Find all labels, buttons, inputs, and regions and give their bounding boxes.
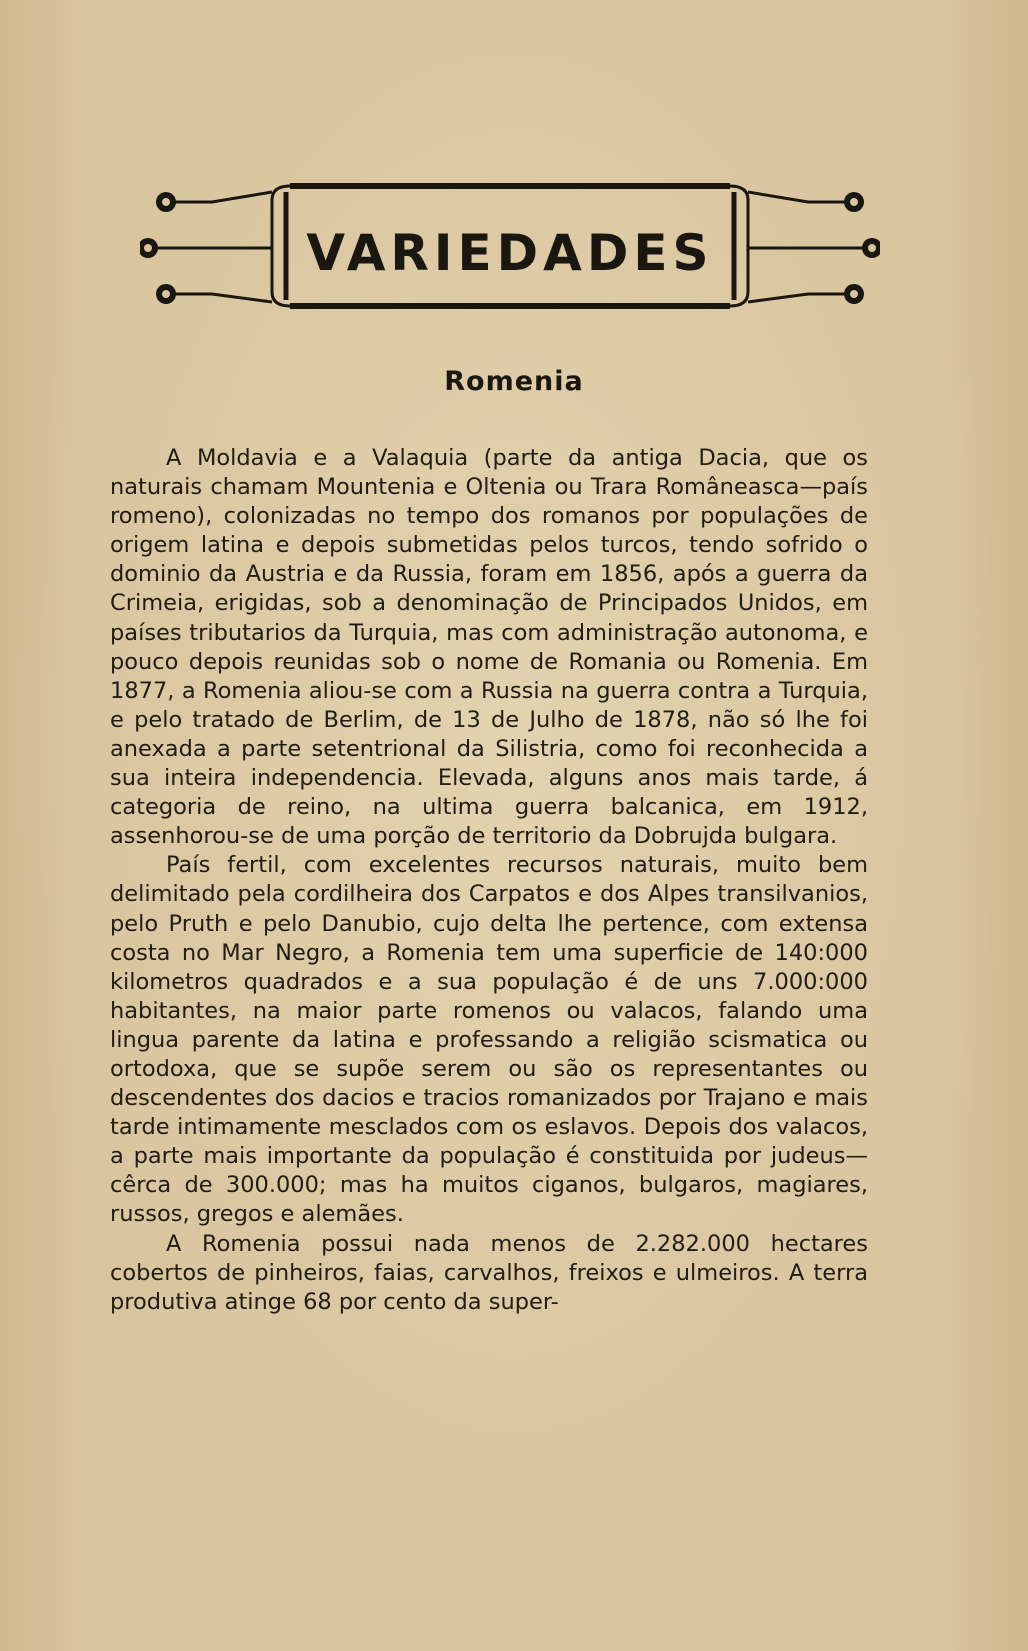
section-title: VARIEDADES: [306, 224, 714, 282]
paragraph: A Moldavia e a Valaquia (parte da antiga Dacia, que os naturais chamam Mountenia e Oltenia ou Trara Româneasca—país romeno), colonizadas no tempo dos romanos por populações de origem latina e depois submetidas pelos turcos, tendo sofrido o dominio da Austria e da Russia, foram em 1856, após a guerra da Crimeia, erigidas, sob a denominação de Principados Unidos, em países tributarios da Turquia, mas com administração autonoma, e pouco depois reunidas sob o nome de Romania ou Romenia. Em 1877, a Romenia aliou-se com a Russia na guerra contra a Turquia, e pelo tratado de Berlim, de 13 de Julho de 1878, não só lhe foi anexada a parte setentrional da Silistria, como foi reconhecida a sua inteira independencia. Elevada, alguns anos mais tarde, á categoria de reino, na ultima guerra balcanica, em 1912, assenhorou-se de uma porção de territorio da Dobrujda bulgara.: [110, 445, 868, 850]
paragraph: A Romenia possui nada menos de 2.282.000 hectares cobertos de pinheiros, faias, carvalhos, freixos e ulmeiros. A terra produtiva atinge 68 por cento da super-: [110, 1230, 868, 1315]
section-header-ornament: [140, 178, 880, 328]
paragraph: País fertil, com excelentes recursos naturais, muito bem delimitado pela cordilheira dos Carpatos e dos Alpes transilvanios, pelo Pruth e pelo Danubio, cujo delta lhe pertence, com extensa costa no Mar Negro, a Romenia tem uma superficie de 140:000 kilometros quadrados e a sua população é de uns 7.000:000 habitantes, na maior parte romenos ou valacos, falando uma lingua parente da latina e professando a religião scismatica ou ortodoxa, que se supõe serem ou são os representantes ou descendentes dos dacios e tracios romanizados por Trajano e mais tarde intimamente mesclados com os eslavos. Depois dos valacos, a parte mais importante da população é constituida por judeus—cêrca de 300.000; mas ha muitos ciganos, bulgaros, magiares, russos, gregos e alemães.: [110, 852, 868, 1228]
article-body: [110, 444, 868, 1317]
article-title: Romenia: [444, 366, 584, 397]
